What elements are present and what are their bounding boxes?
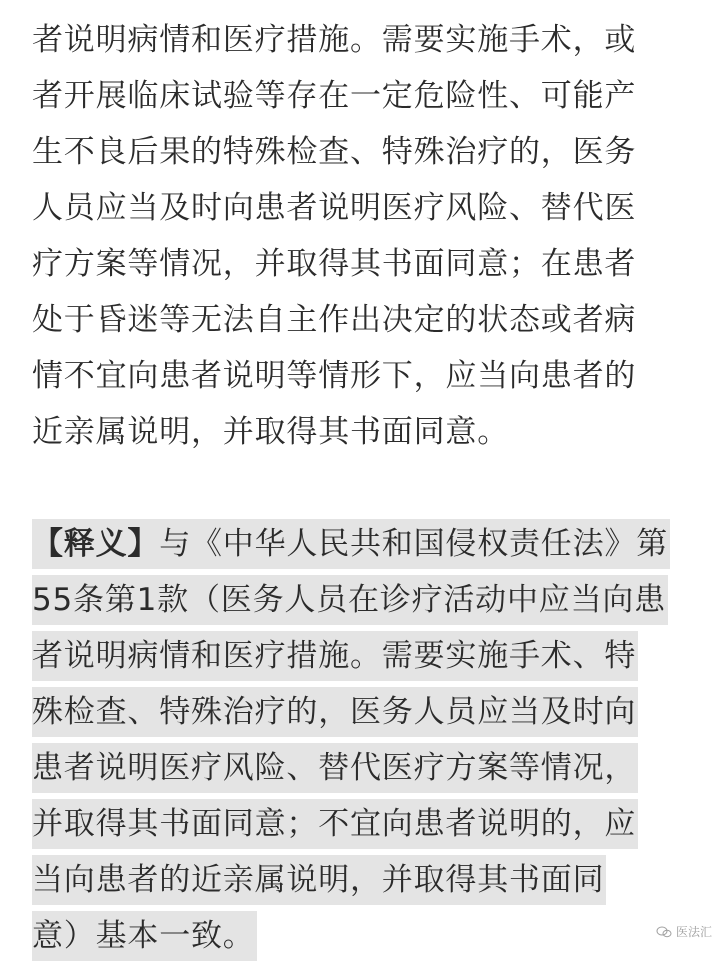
text-line	[32, 799, 688, 853]
text-line: 疗方案等情况，并取得其书面同意；在患者	[32, 246, 637, 282]
watermark-text: 医法汇	[675, 925, 712, 939]
highlighted-text: 患者说明医疗风险、替代医疗方案等情况，	[32, 743, 638, 793]
text-span: 与《中华人民共和国侵权责任法》第	[159, 526, 669, 562]
text-line: 者说明病情和医疗措施。需要实施手术，或	[32, 22, 637, 58]
text-line	[32, 631, 688, 685]
text-line	[32, 743, 688, 797]
text-line: 近亲属说明，并取得其书面同意。	[32, 414, 509, 450]
text-line	[32, 519, 688, 573]
highlighted-text	[32, 519, 670, 569]
highlighted-text: 意）基本一致。	[32, 911, 257, 961]
watermark	[656, 923, 712, 940]
paragraph-1	[32, 12, 688, 460]
highlighted-text: 55条第1款（医务人员在诊疗活动中应当向患	[32, 575, 668, 625]
highlighted-text: 殊检查、特殊治疗的，医务人员应当及时向	[32, 687, 638, 737]
text-line: 者开展临床试验等存在一定危险性、可能产	[32, 78, 637, 114]
text-line: 情不宜向患者说明等情形下，应当向患者的	[32, 358, 637, 394]
text-line: 人员应当及时向患者说明医疗风险、替代医	[32, 190, 637, 226]
text-line	[32, 575, 688, 629]
highlighted-text: 者说明病情和医疗措施。需要实施手术、特	[32, 631, 638, 681]
wechat-icon	[656, 926, 672, 938]
text-line: 生不良后果的特殊检查、特殊治疗的，医务	[32, 134, 637, 170]
text-line	[32, 855, 688, 909]
interpretation-tag: 【释义】	[32, 526, 160, 562]
highlighted-text: 当向患者的近亲属说明，并取得其书面同	[32, 855, 606, 905]
text-line	[32, 687, 688, 741]
highlighted-text: 并取得其书面同意；不宜向患者说明的，应	[32, 799, 638, 849]
text-line: 处于昏迷等无法自主作出决定的状态或者病	[32, 302, 637, 338]
paragraph-2-interpretation	[32, 519, 688, 967]
article-body	[32, 12, 688, 954]
text-line	[32, 911, 688, 965]
